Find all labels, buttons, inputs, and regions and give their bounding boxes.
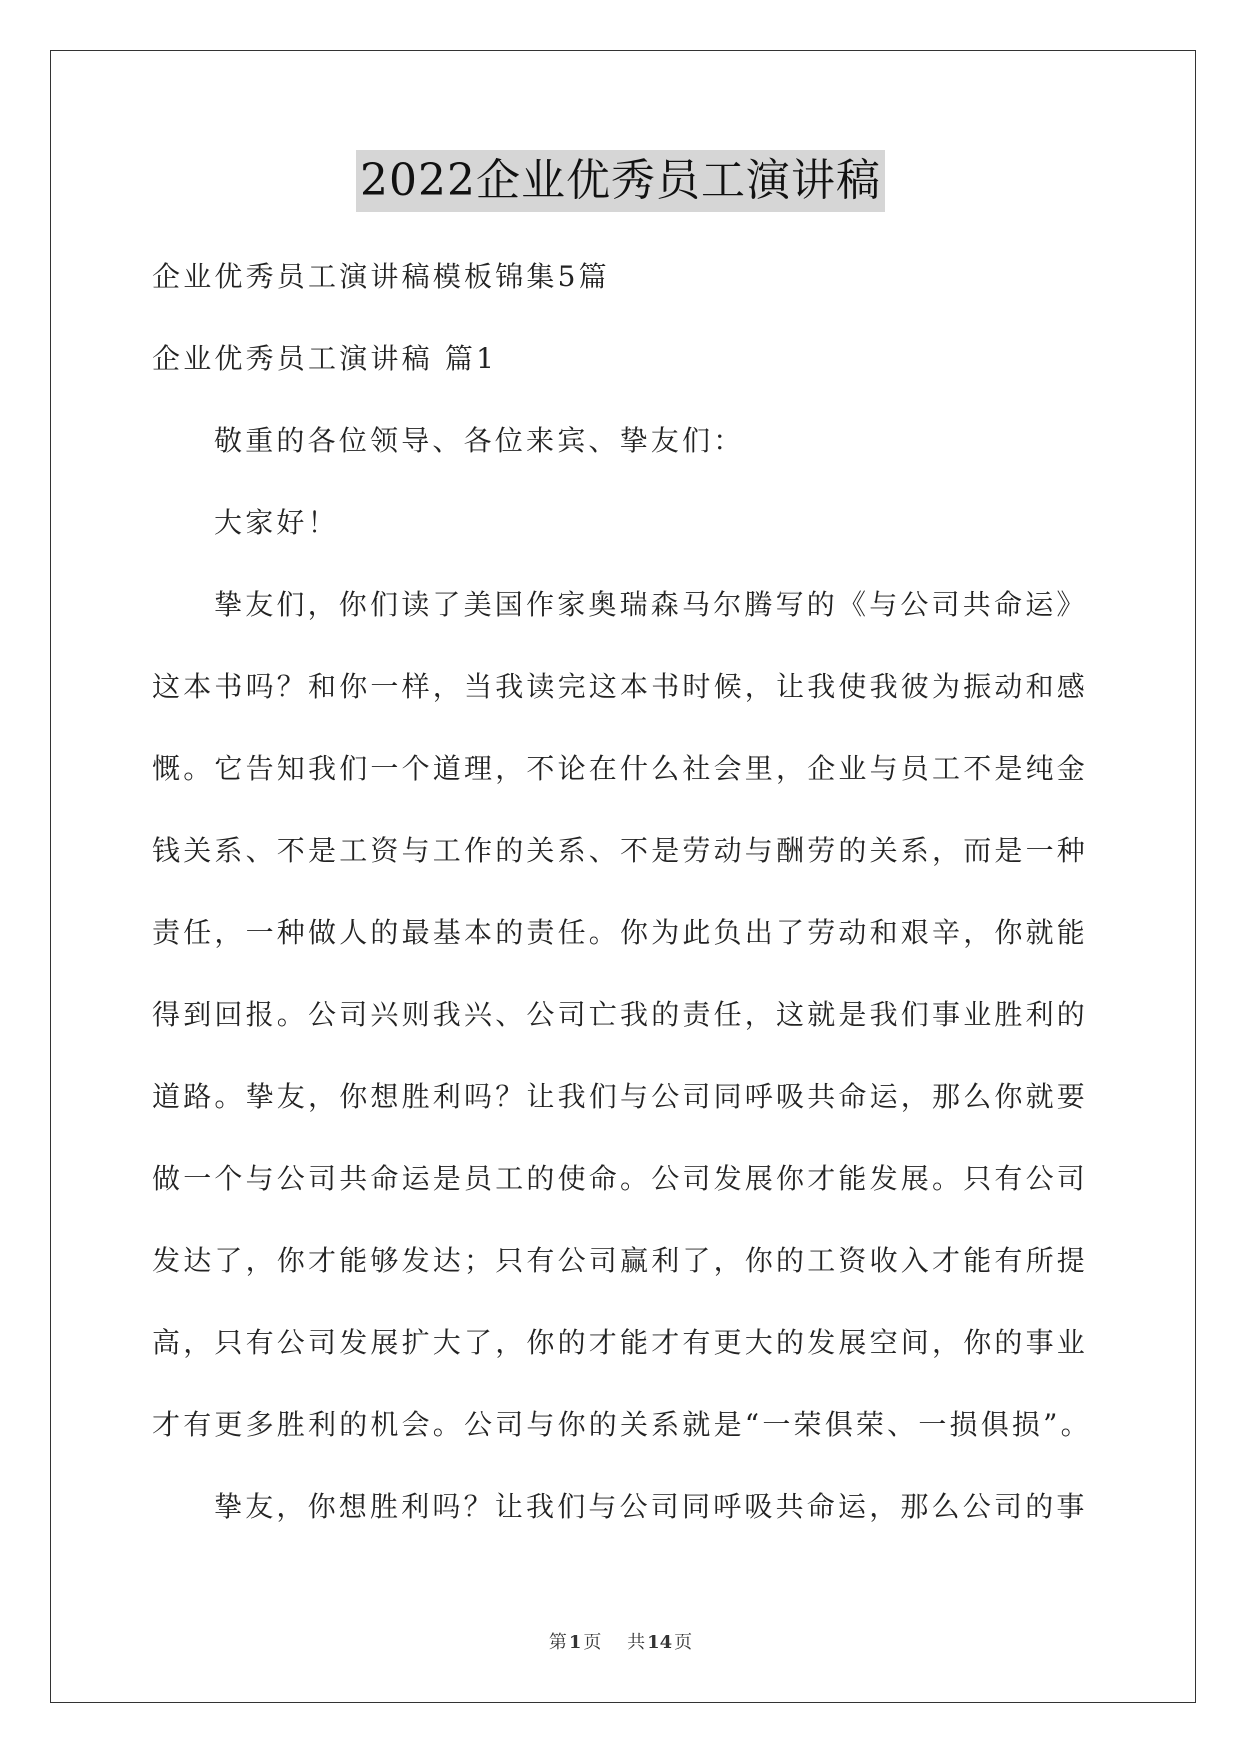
total-prefix: 共: [627, 1632, 646, 1653]
document-body: [152, 236, 1102, 1548]
body-line: 挚友们，你们读了美国作家奥瑞森马尔腾写的《与公司共命运》: [214, 588, 1088, 621]
page-prefix: 第: [548, 1632, 567, 1653]
body-line: 钱关系、不是工资与工作的关系、不是劳动与酬劳的关系，而是一种: [152, 834, 1089, 867]
document-title: 2022企业优秀员工演讲稿: [356, 150, 885, 212]
title-container: [0, 150, 1241, 212]
body-line: 发达了，你才能够发达；只有公司赢利了，你的工资收入才能有所提: [152, 1244, 1089, 1277]
body-line: 责任，一种做人的最基本的责任。你为此负出了劳动和艰辛，你就能: [152, 916, 1089, 949]
body-line: 得到回报。公司兴则我兴、公司亡我的责任，这就是我们事业胜利的: [152, 998, 1089, 1031]
page-total: [627, 1632, 692, 1653]
body-line: 做一个与公司共命运是员工的使命。公司发展你才能发展。只有公司: [152, 1162, 1089, 1195]
page-number: [549, 1632, 602, 1653]
body-line: 道路。挚友，你想胜利吗？让我们与公司同呼吸共命运，那么你就要: [152, 1080, 1089, 1113]
body-line: 高，只有公司发展扩大了，你的才能才有更大的发展空间，你的事业: [152, 1326, 1089, 1359]
body-line: 这本书吗？和你一样，当我读完这本书时候，让我使我彼为振动和感: [152, 670, 1089, 703]
page-current: 1: [568, 1632, 582, 1653]
body-line: 大家好！: [214, 506, 339, 539]
page-suffix: 页: [583, 1632, 602, 1653]
body-line: 企业优秀员工演讲稿模板锦集5篇: [152, 260, 610, 293]
page-total-number: 14: [647, 1632, 673, 1653]
total-suffix: 页: [674, 1632, 693, 1653]
body-line: 慨。它告知我们一个道理，不论在什么社会里，企业与员工不是纯金: [152, 752, 1089, 785]
body-line: 敬重的各位领导、各位来宾、挚友们：: [214, 424, 745, 457]
page-footer: [0, 1628, 1241, 1654]
body-line: 挚友，你想胜利吗？让我们与公司同呼吸共命运，那么公司的事: [214, 1490, 1088, 1523]
body-line: 才有更多胜利的机会。公司与你的关系就是“一荣俱荣、一损俱损”。: [152, 1408, 1092, 1441]
body-line: 企业优秀员工演讲稿 篇1: [152, 342, 498, 375]
